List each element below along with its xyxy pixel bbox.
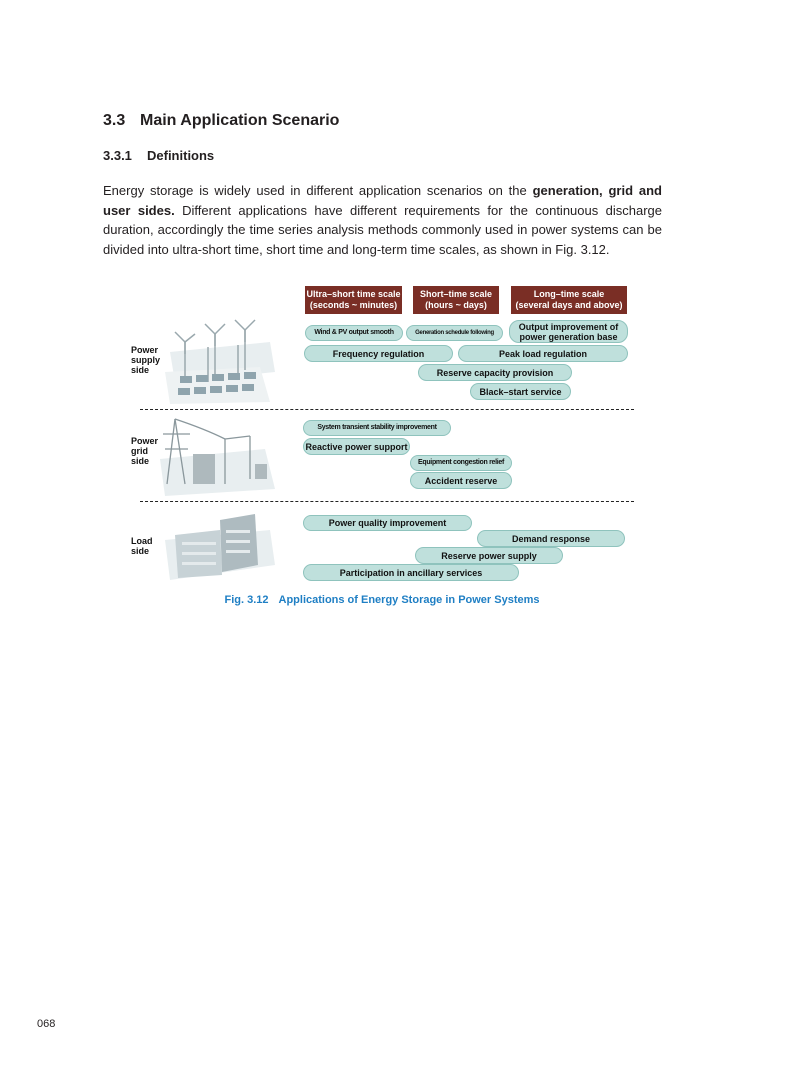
pill-reserve-power-supply: Reserve power supply — [415, 547, 563, 564]
pill-frequency-regulation: Frequency regulation — [304, 345, 453, 362]
body-paragraph: Energy storage is widely used in different application scenarios on the generation, grid and user sides. Different applications have different requirements for the continuous discharge duration, accordingly the time series analysis methods commonly used in power systems can be divided into ultra-short time, short time and long-term time scales, as shown in Fig. 3.12. — [103, 183, 662, 257]
pill-reactive-power: Reactive power support — [303, 438, 410, 455]
time-scale-header-ultra-short: Ultra–short time scale (seconds ~ minutes) — [305, 286, 402, 314]
section-heading: 3.3 Main Application Scenario — [103, 112, 340, 129]
pill-reserve-capacity: Reserve capacity provision — [418, 364, 572, 381]
pill-peak-load-regulation: Peak load regulation — [458, 345, 628, 362]
pill-ancillary-services: Participation in ancillary services — [303, 564, 519, 581]
side-label-grid: Power grid side — [131, 436, 159, 466]
time-scale-header-short: Short–time scale (hours ~ days) — [413, 286, 499, 314]
pill-transient-stability: System transient stability improvement — [303, 420, 451, 436]
buildings-illustration — [160, 510, 280, 585]
pill-wind-pv-smooth: Wind & PV output smooth — [305, 325, 403, 341]
power-grid-illustration — [155, 414, 280, 499]
side-label-supply: Power supply side — [131, 345, 161, 375]
pill-demand-response: Demand response — [477, 530, 625, 547]
page-number: 068 — [37, 1018, 56, 1030]
side-label-load: Load side — [131, 536, 153, 556]
pill-power-quality: Power quality improvement — [303, 515, 472, 531]
divider-line — [140, 501, 634, 502]
pill-congestion-relief: Equipment congestion relief — [410, 455, 512, 471]
divider-line — [140, 409, 634, 410]
time-scale-header-long: Long–time scale (several days and above) — [511, 286, 627, 314]
pill-generation-schedule: Generation schedule following — [406, 325, 503, 341]
wind-solar-illustration — [160, 312, 280, 407]
subsection-heading: 3.3.1 Definitions — [103, 148, 215, 163]
figure-caption: Fig. 3.12 Applications of Energy Storage in Power Systems — [224, 594, 540, 606]
pill-output-improvement: Output improvement of power generation base — [509, 320, 628, 343]
pill-accident-reserve: Accident reserve — [410, 472, 512, 489]
pill-black-start: Black–start service — [470, 383, 571, 400]
